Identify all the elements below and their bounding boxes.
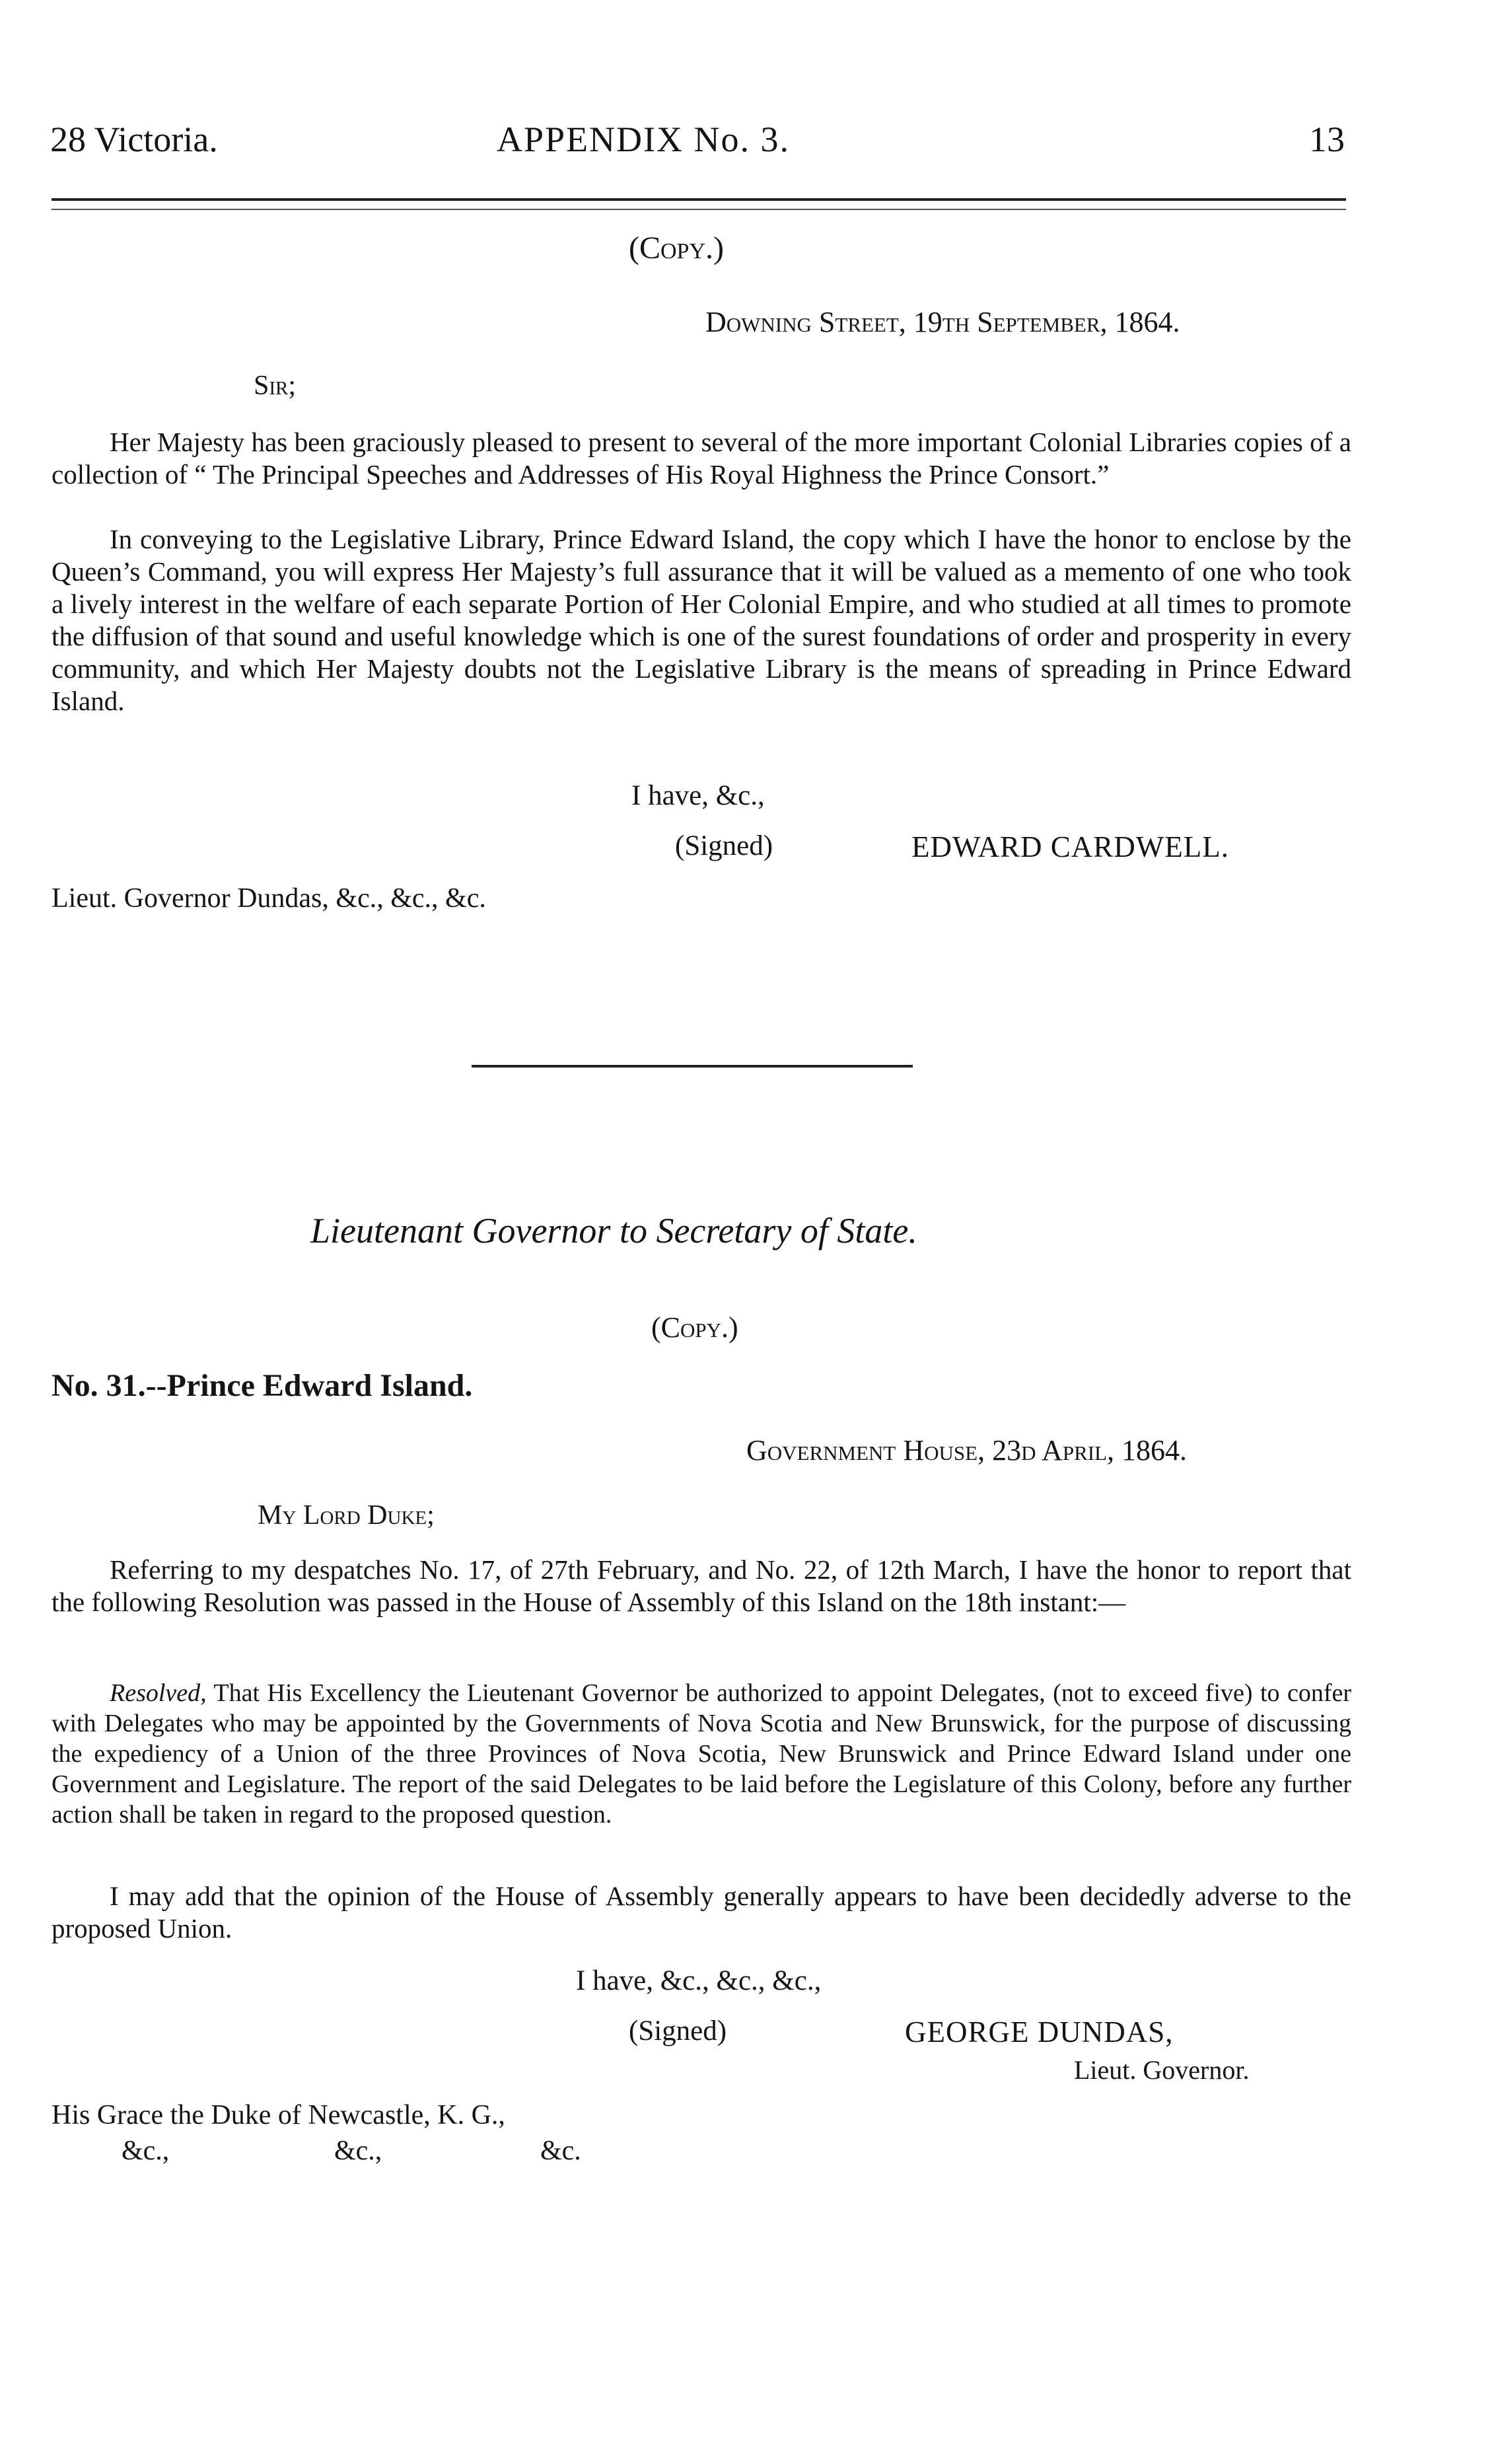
section-divider bbox=[472, 1065, 913, 1068]
letter2-paragraph-1: Referring to my despatches No. 17, of 27th February, and No. 22, of 12th March, I have the honor to report that the following Resolution was passed in the House of Assembly of this Island on the 18th instant:— bbox=[52, 1554, 1351, 1617]
header-session: 28 Victoria. bbox=[50, 120, 218, 159]
dateline-1 bbox=[705, 305, 1180, 339]
signature-2: GEORGE DUNDAS, bbox=[905, 2015, 1174, 2048]
copy-label-1: (Copy.) bbox=[629, 231, 725, 266]
dateline-1-text: Downing Street, 19th September, 1864. bbox=[705, 306, 1180, 338]
resolution-text bbox=[52, 1678, 1351, 1830]
signature-title-2: Lieut. Governor. bbox=[1074, 2055, 1250, 2085]
letter1-paragraph-2: In conveying to the Legislative Library, Prince Edward Island, the copy which I have the honor to enclose by the Queen’s Command, you will express Her Majesty’s full assurance that it will be valued as a memento of one who took a lively interest in the welfare of each separate Portion of Her Colonial Empire, and who studied at all times to promote the diffusion of that sound and useful knowledge which is one of the surest foundations of order and prosperity in every community, and which Her Majesty doubts not the Legislative Library is the means of spreading in Prince Edward Island. bbox=[52, 524, 1351, 716]
dateline-2: Government House, 23d April, 1864. bbox=[746, 1434, 1188, 1467]
resolved-label: Resolved, bbox=[110, 1679, 207, 1707]
section-title: Lieutenant Governor to Secretary of State. bbox=[310, 1211, 917, 1250]
addressee-2-etc-a: &c., bbox=[122, 2136, 170, 2166]
copy-label-2: (Copy.) bbox=[651, 1311, 738, 1344]
signed-label-2: (Signed) bbox=[629, 2015, 727, 2047]
addressee-2-etc-b: &c., bbox=[334, 2136, 382, 2166]
resolved-body: That His Excellency the Lieutenant Governor be authorized to appoint Delegates, (not to exceed five) to confer with Delegates who may be appointed by the Governments of Nova Scotia and New Brunswick, for the purpose of discussing the expediency of a Union of the three Provinces of Nova Scotia, New Brunswick and Prince Edward Island under one Government and Legislature. The report of the said Delegates to be laid before the Legislature of this Colony, before any further action shall be taken in regard to the proposed question. bbox=[52, 1679, 1351, 1829]
closing-2: I have, &c., &c., &c., bbox=[576, 1965, 822, 1996]
signature-1: EDWARD CARDWELL. bbox=[911, 830, 1229, 863]
letter2-paragraph-2: I may add that the opinion of the House of Assembly generally appears to have been decidedly adverse to the proposed Union. bbox=[52, 1881, 1351, 1943]
addressee-2-line-1: His Grace the Duke of Newcastle, K. G., bbox=[52, 2100, 505, 2130]
salutation-1: Sir; bbox=[254, 371, 297, 401]
header-appendix: APPENDIX No. 3. bbox=[497, 120, 791, 159]
signed-label-1: (Signed) bbox=[675, 830, 773, 861]
salutation-2: My Lord Duke; bbox=[258, 1500, 435, 1531]
letter1-paragraph-1: Her Majesty has been graciously pleased to present to several of the more important Colonial Libraries copies of a collection of “ The Principal Speeches and Addresses of His Royal Highness the Prince Consort.” bbox=[52, 427, 1351, 489]
header-page-number: 13 bbox=[1309, 120, 1345, 159]
addressee-1: Lieut. Governor Dundas, &c., &c., &c. bbox=[52, 883, 486, 914]
header-rule bbox=[52, 198, 1346, 210]
closing-1: I have, &c., bbox=[631, 780, 765, 811]
addressee-2-etc-c: &c. bbox=[540, 2136, 581, 2166]
despatch-number: No. 31.--Prince Edward Island. bbox=[52, 1368, 473, 1403]
